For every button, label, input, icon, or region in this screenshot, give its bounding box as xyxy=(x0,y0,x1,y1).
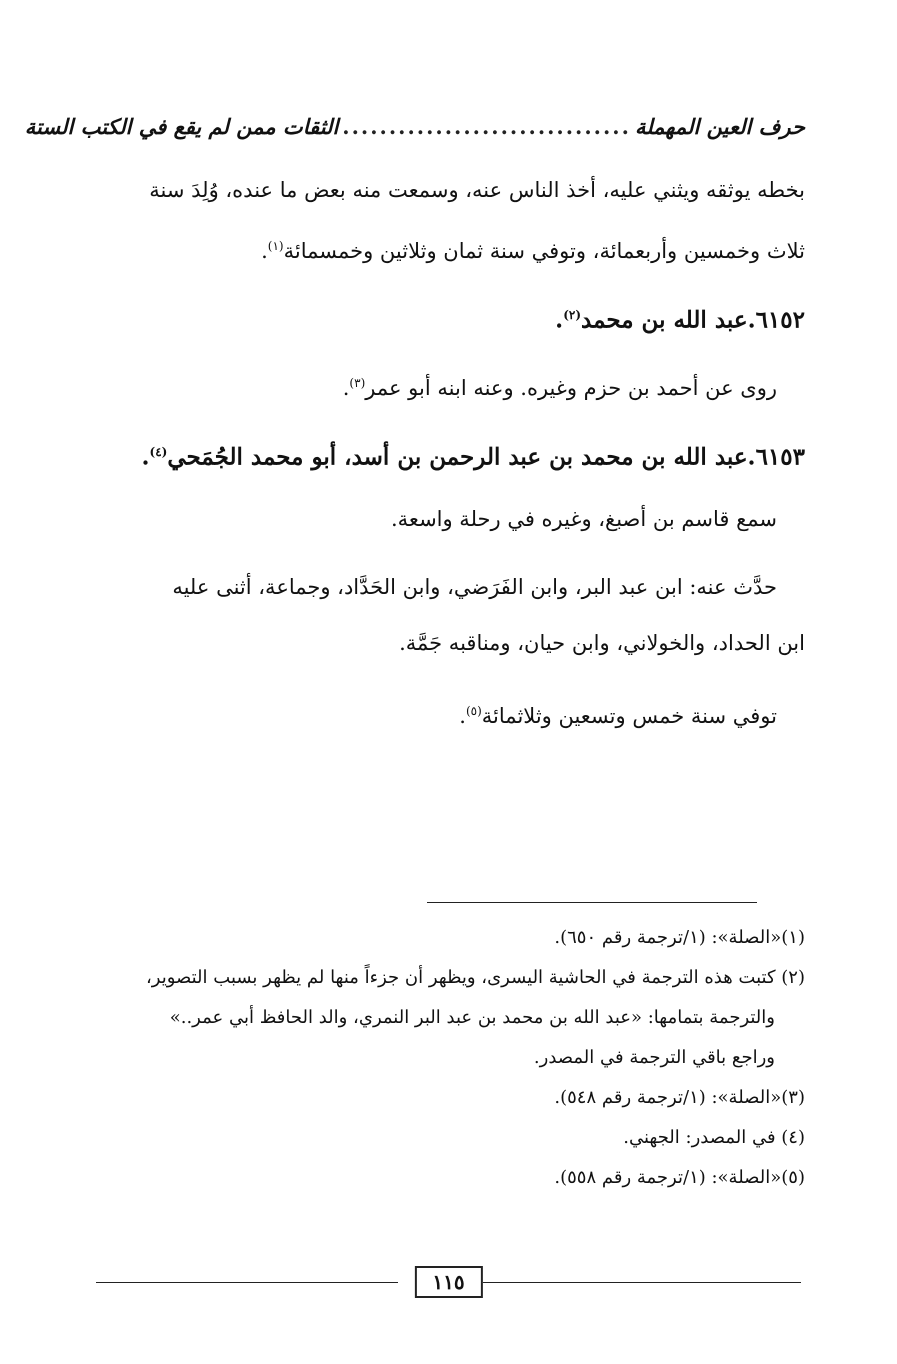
text-line: ثلاث وخمسين وأربعمائة، وتوفي سنة ثمان وثلاثين وخمسمائة$^{(١)}$. xyxy=(261,239,805,263)
entry-heading: ٦١٥٢.عبد الله بن محمد$^{(٢)}$. xyxy=(555,306,805,334)
footnotes xyxy=(96,918,805,1198)
entry-text: ابن الحداد، والخولاني، وابن حيان، ومناقبه جَمَّة. xyxy=(399,631,805,656)
footnote-3: (٣)«الصلة»: (١/ترجمة رقم ٥٤٨). xyxy=(554,1087,805,1108)
page-number: ١١٥ xyxy=(414,1266,482,1298)
entry-text: حدَّث عنه: ابن عبد البر، وابن الفَرَضي، وابن الحَدَّاد، وجماعة، أثنى عليه xyxy=(172,575,777,600)
footnote-ref: (٣) xyxy=(349,375,366,390)
footer-rule xyxy=(483,1282,801,1283)
footnote-4: (٤) في المصدر: الجهني. xyxy=(623,1127,805,1148)
footnote-ref: (٢) xyxy=(563,308,582,322)
entry-title: ٦١٥٣.عبد الله بن محمد بن عبد الرحمن بن أسد، أبو محمد الجُمَحي xyxy=(167,443,805,471)
footnote-1: (١)«الصلة»: (١/ترجمة رقم ٦٥٠). xyxy=(554,927,805,948)
footnote-2: (٢) كتبت هذه الترجمة في الحاشية اليسرى، ويظهر أن جزءاً منها لم يظهر بسبب التصوير، xyxy=(145,967,805,988)
footnote-5: (٥)«الصلة»: (١/ترجمة رقم ٥٥٨). xyxy=(554,1167,805,1188)
entry-title: ٦١٥٢.عبد الله بن محمد xyxy=(581,306,805,334)
header-book-title: الثقات ممن لم يقع في الكتب الستة xyxy=(24,113,339,139)
footnote-ref: (٤) xyxy=(149,444,168,459)
footnote-separator xyxy=(427,902,757,903)
text-line: بخطه يوثقه ويثني عليه، أخذ الناس عنه، وسمعت منه بعض ما عنده، وُلِدَ سنة xyxy=(149,178,805,202)
text-span: توفي سنة خمس وتسعين وثلاثمائة xyxy=(481,704,777,729)
page-footer xyxy=(96,1266,801,1302)
paragraph-gap xyxy=(98,671,805,683)
footnote-ref: (١) xyxy=(267,239,284,253)
entry-text: سمع قاسم بن أصبغ، وغيره في رحلة واسعة. xyxy=(391,507,777,532)
footnote-ref: (٥) xyxy=(465,704,482,719)
footnote-2-continued: والترجمة بتمامها: «عبد الله بن محمد بن عبد البر النمري، والد الحافظ أبي عمر..» xyxy=(169,1007,775,1028)
header-chapter-title: حرف العين المهملة xyxy=(634,113,805,139)
entry-heading: ٦١٥٣.عبد الله بن محمد بن عبد الرحمن بن أسد، أبو محمد الجُمَحي$^{(٤)}$. xyxy=(141,443,805,471)
paragraph-gap xyxy=(98,547,805,559)
entry-text: توفي سنة خمس وتسعين وثلاثمائة$^{(٥)}$. xyxy=(459,704,777,729)
text-span: روى عن أحمد بن حزم وغيره. وعنه ابنه أبو عمر xyxy=(365,375,777,400)
text-span: ثلاث وخمسين وأربعمائة، وتوفي سنة ثمان وثلاثين وخمسمائة xyxy=(283,239,805,263)
main-text xyxy=(98,162,805,744)
running-header xyxy=(24,108,805,144)
footer-rule xyxy=(96,1282,398,1283)
header-dot-leader: ............................... xyxy=(342,113,631,139)
footnote-2-continued: وراجع باقي الترجمة في المصدر. xyxy=(533,1047,775,1068)
entry-text: روى عن أحمد بن حزم وغيره. وعنه ابنه أبو عمر$^{(٣)}$. xyxy=(342,375,777,400)
